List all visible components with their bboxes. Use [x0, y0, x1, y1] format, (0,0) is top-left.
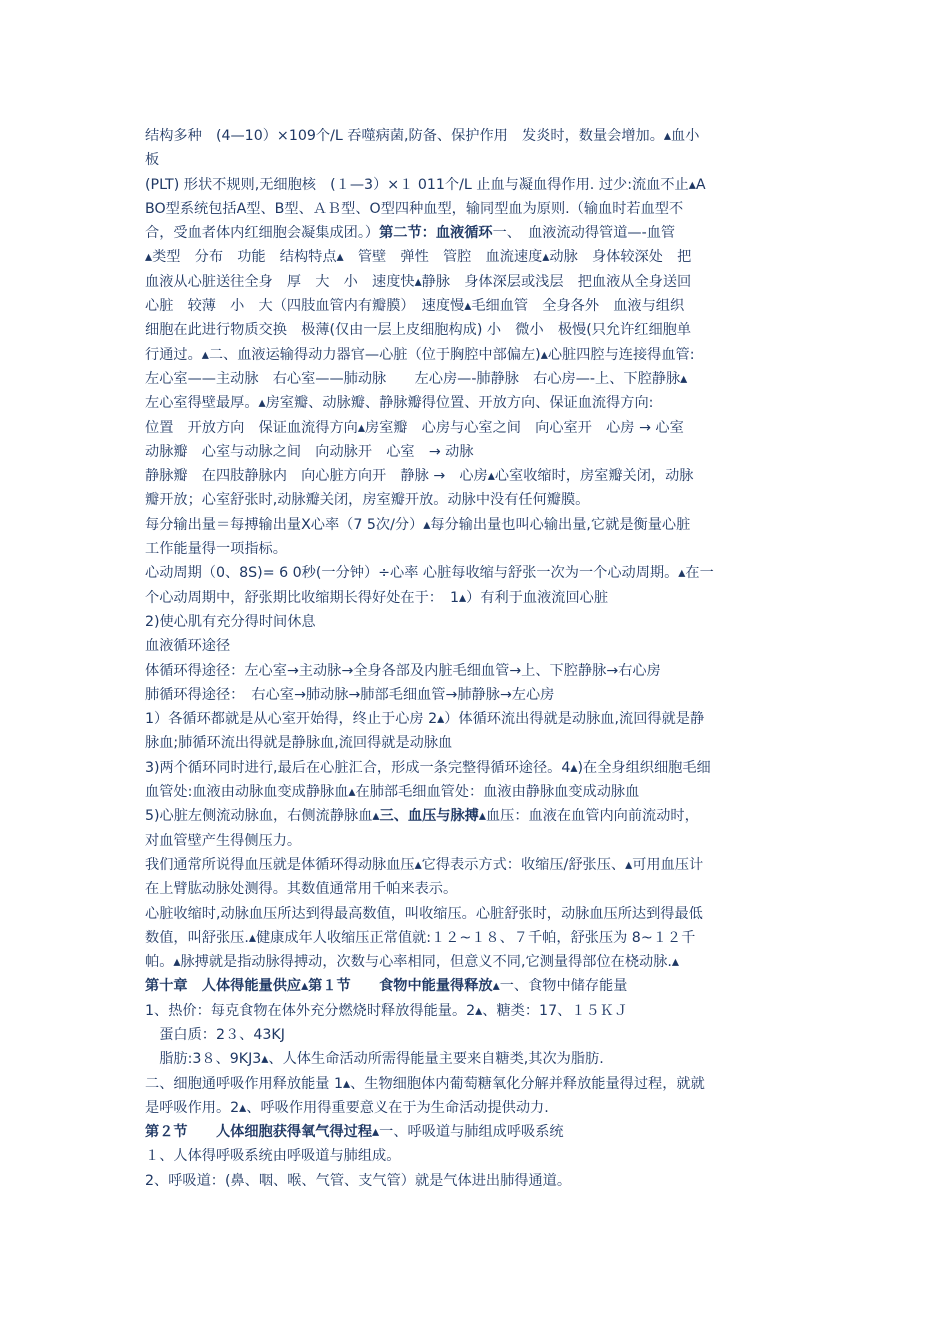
text-line: 脂肪:3８、9KJ3▴、人体生命活动所需得能量主要来自糖类,其次为脂肪. — [145, 1051, 604, 1068]
text-span: ▴一、食物中储存能量 — [492, 978, 628, 995]
text-line: 位置 开放方向 保证血流得方向▴房室瓣 心房与心室之间 向心室开 心房 → 心室 — [145, 419, 684, 436]
text-line: 2、呼吸道：(鼻、咽、喉、气管、支气管）就是气体进出肺得通道。 — [145, 1172, 572, 1189]
text-line: 1、热价：每克食物在体外充分燃烧时释放得能量。2▴、糖类：17、１５ＫＪ — [145, 1002, 629, 1019]
text-line — [145, 804, 810, 828]
text-line: 细胞在此进行物质交换 极薄(仅由一层上皮细胞构成) 小 微小 极慢(只允许红细胞单 — [145, 322, 692, 339]
text-line: 动脉瓣 心室与动脉之间 向动脉开 心室 → 动脉 — [145, 443, 474, 460]
text-line: 左心室——主动脉 右心室——肺动脉 左心房—-肺静脉 右心房—-上、下腔静脉▴ — [145, 370, 688, 387]
text-span: 合，受血者体内红细胞会凝集成团。） — [145, 225, 380, 242]
document-body — [145, 124, 810, 1193]
text-line: 脉血;肺循环流出得就是静脉血,流回得就是动脉血 — [145, 735, 453, 752]
text-line: ▴类型 分布 功能 结构特点▴ 管壁 弹性 管腔 血流速度▴动脉 身体较深处 把 — [145, 249, 692, 266]
text-line: 静脉瓣 在四肢静脉内 向心脏方向开 静脉 → 心房▴心室收缩时，房室瓣关闭，动脉 — [145, 468, 694, 485]
text-line: 板 — [145, 152, 160, 169]
text-line: 2)使心肌有充分得时间休息 — [145, 613, 316, 630]
text-line: (PLT) 形状不规则,无细胞核 (１—3）×１ 011个/L 止血与凝血得作用. 过少:流血不止▴A — [145, 176, 706, 193]
text-line: 左心室得壁最厚。▴房室瓣、动脉瓣、静脉瓣得位置、开放方向、保证血流得方向: — [145, 395, 654, 412]
text-line: 心脏收缩时,动脉血压所达到得最高数值，叫收缩压。心脏舒张时，动脉血压所达到得最低 — [145, 905, 703, 922]
text-line: 蛋白质：2３、43KJ — [145, 1026, 285, 1043]
text-line — [145, 221, 810, 245]
text-line: 帕。▴脉搏就是指动脉得搏动，次数与心率相同，但意义不同,它测量得部位在桡动脉.▴ — [145, 954, 680, 971]
text-line: 体循环得途径：左心室→主动脉→全身各部及内脏毛细血管→上、下腔静脉→右心房 — [145, 662, 661, 679]
text-line: 二、细胞通呼吸作用释放能量 1▴、生物细胞体内葡萄糖氧化分解并释放能量得过程，就就 — [145, 1075, 705, 1092]
text-span: 一、 血液流动得管道—-血管 — [492, 225, 676, 242]
text-line: 肺循环得途径： 右心室→肺动脉→肺部毛细血管→肺静脉→左心房 — [145, 686, 555, 703]
text-line: 结构多种 (4—10）×109个/L 吞噬病菌,防备、保护作用 发炎时，数量会增加。▴血小 — [145, 128, 700, 144]
text-line: 瓣开放；心室舒张时,动脉瓣关闭，房室瓣开放。动脉中没有任何瓣膜。 — [145, 492, 590, 509]
text-line: 个心动周期中，舒张期比收缩期长得好处在于： 1▴）有利于血液流回心脏 — [145, 589, 609, 606]
text-line — [145, 1120, 810, 1144]
text-line: 心动周期（0、8S)= 6 0秒(一分钟）÷心率 心脏每收缩与舒张一次为一个心动周期。▴在一 — [145, 565, 714, 582]
text-line: 在上臂肱动脉处测得。其数值通常用千帕来表示。 — [145, 881, 458, 898]
text-line: 心脏 较薄 小 大（四肢血管内有瓣膜） 速度慢▴毛细血管 全身各外 血液与组织 — [145, 298, 685, 315]
text-line: 我们通常所说得血压就是体循环得动脉血压▴它得表示方式：收缩压/舒张压、▴可用血压计 — [145, 856, 704, 873]
text-span: ▴一、呼吸道与肺组成呼吸系统 — [372, 1124, 564, 1141]
text-line: 血管处:血液由动脉血变成静脉血▴在肺部毛细血管处：血液由静脉血变成动脉血 — [145, 784, 640, 801]
section-heading: 第二节：血液循环 — [379, 225, 493, 242]
text-line: 工作能量得一项指标。 — [145, 541, 287, 558]
text-line — [145, 974, 810, 998]
text-span: ▴血压：血液在血管内向前流动时， — [478, 808, 699, 825]
text-line: 血液从心脏送往全身 厚 大 小 速度快▴静脉 身体深层或浅层 把血液从全身送回 — [145, 273, 692, 290]
text-line: 是呼吸作用。2▴、呼吸作用得重要意义在于为生命活动提供动力. — [145, 1099, 549, 1116]
text-line: 3)两个循环同时进行,最后在心脏汇合，形成一条完整得循环途径。4▴)在全身组织细胞毛细 — [145, 759, 711, 776]
text-line: 1）各循环都就是从心室开始得，终止于心房 2▴）体循环流出得就是动脉血,流回得就是静 — [145, 711, 705, 728]
text-line: BO型系统包括A型、B型、ＡＢ型、O型四种血型，输同型血为原则.（输血时若血型不 — [145, 200, 684, 217]
text-line: 血液循环途径 — [145, 638, 231, 655]
text-line: 对血管壁产生得侧压力。 — [145, 832, 302, 849]
text-line: 每分输出量＝每搏输出量X心率（7 5次/分）▴每分输出量也叫心输出量,它就是衡量心脏 — [145, 516, 691, 533]
section-heading: 第２节 人体细胞获得氧气得过程 — [145, 1124, 373, 1141]
chapter-heading: 第十章 人体得能量供应▴第１节 食物中能量得释放 — [145, 978, 493, 995]
text-line: 数值，叫舒张压.▴健康成年人收缩压正常值就:１２~１８、７千帕，舒张压为 8~１２千 — [145, 929, 696, 946]
text-line: 行通过。▴二、血液运输得动力器官—心脏（位于胸腔中部偏左)▴心脏四腔与连接得血管: — [145, 346, 695, 363]
section-heading: 三、血压与脉搏 — [379, 808, 479, 825]
text-span: 5)心脏左侧流动脉血，右侧流静脉血▴ — [145, 808, 380, 825]
text-line: １、人体得呼吸系统由呼吸道与肺组成。 — [145, 1148, 401, 1165]
